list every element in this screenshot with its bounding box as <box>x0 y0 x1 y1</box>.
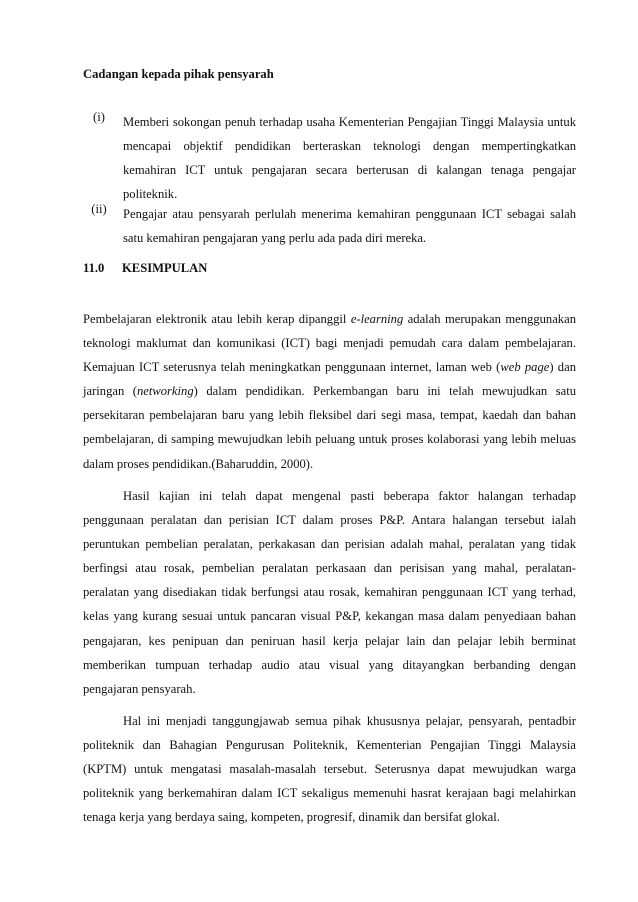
paragraph-text: Pembelajaran elektronik atau lebih kerap dipanggil <box>83 312 351 326</box>
section-title: KESIMPULAN <box>122 261 208 275</box>
suggestions-heading: Cadangan kepada pihak pensyarah <box>83 67 274 81</box>
suggestion-number: (ii) <box>91 202 107 216</box>
suggestion-text: Pengajar atau pensyarah perlulah menerima kemahiran penggunaan ICT sebagai salah satu kemahiran pengajaran yang perlu ada pada diri mereka. <box>123 207 576 245</box>
suggestion-text: Memberi sokongan penuh terhadap usaha Kementerian Pengajian Tinggi Malaysia untuk mencapai objektif pendidikan berteraskan teknologi dengan mempertingkatkan kemahiran ICT untuk pengajaran secara berterusan di kalangan tenaga pengajar politeknik. <box>123 115 576 201</box>
italic-term: e-learning <box>350 312 404 326</box>
section-number: 11.0 <box>83 261 105 275</box>
paragraph-text: adalah merupakan menggunakan teknologi maklumat dan komunikasi (ICT) bagi menjadi pemudah cara dalam pembelajaran. Kemajuan ICT seterusnya telah meningkatkan penggunaan internet, laman web ( <box>83 312 576 375</box>
paragraph-text: ) dalam pendidikan. Perkembangan baru ini telah mewujudkan satu persekitaran pembelajaran baru yang lebih fleksibel dari segi masa, tempat, kaedah dan bahan pembelajaran, di samping mewujudkan lebih peluang untuk proses kolaborasi yang lebih meluas dalam proses pendidikan.(Baharuddin, 2000). <box>83 384 576 471</box>
italic-term: web page <box>500 360 550 375</box>
conclusion-paragraph-3: Hal ini menjadi tanggungjawab semua pihak khususnya pelajar, pensyarah, pentadbir politeknik dan Bahagian Pengurusan Politeknik, Kementerian Pengajian Tinggi Malaysia (KPTM) untuk mengatasi masalah-masalah tersebut. Seterusnya dapat mewujudkan warga politeknik yang berkemahiran dalam ICT sekaligus memenuhi hasrat kerajaan bagi melahirkan tenaga kerja yang berdaya saing, kompeten, progresif, dinamik dan bersifat glokal. <box>83 714 576 825</box>
conclusion-paragraph-1 <box>83 307 576 476</box>
conclusion-paragraph-2: Hasil kajian ini telah dapat mengenal pasti beberapa faktor halangan terhadap penggunaan peralatan dan perisian ICT dalam proses P&P. Antara halangan tersebut ialah peruntukan pembelian peralatan, perkakasan dan perisian adalah mahal, peralatan yang tidak berfingsi atau rosak, pembelian peralatan perkasaan dan perisisan yang mahal, peralatan-peralatan yang disediakan tidak berfungsi atau rosak, kemahiran penggunaan ICT yang terhad, kelas yang kurang sesuai untuk pancaran visual P&P, kekangan masa dalam penyediaan bahan pengajaran, kes penipuan dan peniruan hasil kerja pelajar lain dan pelajar lebih berminat memberikan tumpuan terhadap audio atau visual yang ditayangkan berbanding dengan pengajaran pensyarah. <box>83 489 576 696</box>
section-heading <box>83 261 207 276</box>
suggestion-item <box>83 110 576 206</box>
italic-term: networking <box>136 384 194 399</box>
suggestion-item <box>83 202 576 250</box>
paragraph-text: ) dan jaringan ( <box>83 360 576 399</box>
suggestion-number: (i) <box>93 110 105 124</box>
